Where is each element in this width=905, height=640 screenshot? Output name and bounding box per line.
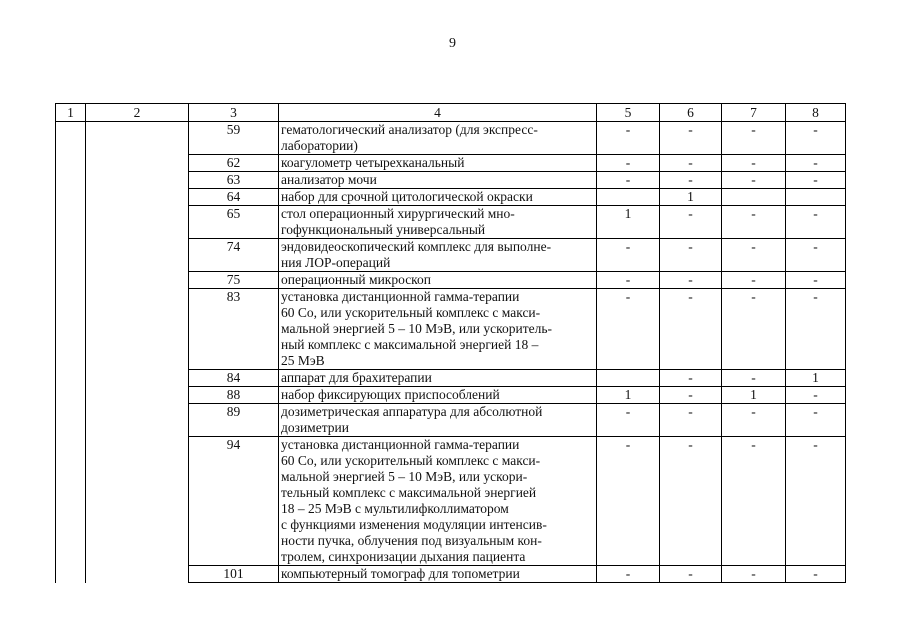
- col6-value: -: [660, 172, 722, 189]
- item-number: 101: [189, 566, 279, 583]
- item-number: 89: [189, 404, 279, 437]
- col6-value: -: [660, 437, 722, 566]
- equipment-table: [55, 103, 846, 583]
- col5-value: [597, 370, 660, 387]
- col1-cell: [56, 289, 86, 370]
- col8-value: -: [786, 437, 846, 566]
- col2-cell: [86, 289, 189, 370]
- col8-value: -: [786, 404, 846, 437]
- item-description: коагулометр четырехканальный: [279, 155, 597, 172]
- col5-value: -: [597, 566, 660, 583]
- col5-value: [597, 189, 660, 206]
- table-row: [56, 172, 846, 189]
- col7-value: -: [722, 206, 786, 239]
- col7-value: [722, 189, 786, 206]
- col5-value: -: [597, 239, 660, 272]
- item-number: 63: [189, 172, 279, 189]
- table-row: [56, 289, 846, 370]
- col1-cell: [56, 370, 86, 387]
- col2-cell: [86, 404, 189, 437]
- col7-value: -: [722, 370, 786, 387]
- item-number: 59: [189, 122, 279, 155]
- col5-value: -: [597, 404, 660, 437]
- col5-value: -: [597, 272, 660, 289]
- col6-value: -: [660, 239, 722, 272]
- col8-value: -: [786, 122, 846, 155]
- table-row: [56, 189, 846, 206]
- col7-value: -: [722, 404, 786, 437]
- item-number: 65: [189, 206, 279, 239]
- table-row: [56, 206, 846, 239]
- table-row: [56, 566, 846, 583]
- item-number: 88: [189, 387, 279, 404]
- col7-value: -: [722, 566, 786, 583]
- col2-cell: [86, 272, 189, 289]
- col8-value: -: [786, 387, 846, 404]
- item-description: установка дистанционной гамма-терапии 60 Со, или ускорительный комплекс с макси- мальной энергией 5 – 10 МэВ, или ускоритель- ный комплекс с максимальной энергией 18 – 25 МэВ: [279, 289, 597, 370]
- table-row: [56, 272, 846, 289]
- item-description: стол операционный хирургический мно- гофункциональный универсальный: [279, 206, 597, 239]
- col2-cell: [86, 189, 189, 206]
- table-row: [56, 155, 846, 172]
- column-header-5: 5: [597, 104, 660, 122]
- col1-cell: [56, 172, 86, 189]
- col5-value: 1: [597, 206, 660, 239]
- col2-cell: [86, 437, 189, 566]
- col1-cell: [56, 206, 86, 239]
- col6-value: -: [660, 289, 722, 370]
- item-number: 62: [189, 155, 279, 172]
- col6-value: -: [660, 155, 722, 172]
- column-header-4: 4: [279, 104, 597, 122]
- col2-cell: [86, 566, 189, 583]
- col7-value: -: [722, 172, 786, 189]
- item-number: 74: [189, 239, 279, 272]
- col7-value: -: [722, 437, 786, 566]
- col1-cell: [56, 437, 86, 566]
- col7-value: -: [722, 239, 786, 272]
- page-number: 9: [449, 36, 456, 51]
- table-row: [56, 404, 846, 437]
- column-header-6: 6: [660, 104, 722, 122]
- col7-value: -: [722, 272, 786, 289]
- item-number: 64: [189, 189, 279, 206]
- col6-value: -: [660, 272, 722, 289]
- col7-value: 1: [722, 387, 786, 404]
- col1-cell: [56, 272, 86, 289]
- item-description: компьютерный томограф для топометрии: [279, 566, 597, 583]
- col2-cell: [86, 122, 189, 155]
- header-row: [56, 104, 846, 122]
- col8-value: -: [786, 239, 846, 272]
- item-description: набор фиксирующих приспособлений: [279, 387, 597, 404]
- col6-value: -: [660, 206, 722, 239]
- col6-value: -: [660, 404, 722, 437]
- col1-cell: [56, 122, 86, 155]
- col8-value: -: [786, 206, 846, 239]
- item-number: 94: [189, 437, 279, 566]
- column-header-3: 3: [189, 104, 279, 122]
- table-row: [56, 239, 846, 272]
- col8-value: 1: [786, 370, 846, 387]
- item-description: аппарат для брахитерапии: [279, 370, 597, 387]
- col8-value: -: [786, 289, 846, 370]
- col1-cell: [56, 189, 86, 206]
- col6-value: -: [660, 122, 722, 155]
- table-body: [56, 122, 846, 583]
- column-header-2: 2: [86, 104, 189, 122]
- item-number: 75: [189, 272, 279, 289]
- col8-value: -: [786, 172, 846, 189]
- table-row: [56, 370, 846, 387]
- item-description: гематологический анализатор (для экспресс- лаборатории): [279, 122, 597, 155]
- col5-value: -: [597, 172, 660, 189]
- col6-value: 1: [660, 189, 722, 206]
- col2-cell: [86, 172, 189, 189]
- col2-cell: [86, 239, 189, 272]
- col1-cell: [56, 566, 86, 583]
- col6-value: -: [660, 566, 722, 583]
- col8-value: -: [786, 272, 846, 289]
- col8-value: -: [786, 155, 846, 172]
- col2-cell: [86, 387, 189, 404]
- col5-value: -: [597, 122, 660, 155]
- col7-value: -: [722, 122, 786, 155]
- col7-value: -: [722, 155, 786, 172]
- col2-cell: [86, 206, 189, 239]
- col8-value: -: [786, 566, 846, 583]
- column-header-1: 1: [56, 104, 86, 122]
- item-number: 83: [189, 289, 279, 370]
- item-description: анализатор мочи: [279, 172, 597, 189]
- col5-value: -: [597, 437, 660, 566]
- item-description: установка дистанционной гамма-терапии 60 Со, или ускорительный комплекс с макси- мальной энергией 5 – 10 МэВ, или ускори- тельный комплекс с максимальной энергией 18 – 25 МэВ с мультилифколлиматором с функциями изменения модуляции интенсив- ности пучка, облучения под визуальным кон- тролем, синхронизации дыхания пациента: [279, 437, 597, 566]
- col6-value: -: [660, 387, 722, 404]
- col6-value: -: [660, 370, 722, 387]
- col5-value: -: [597, 155, 660, 172]
- col1-cell: [56, 404, 86, 437]
- column-header-8: 8: [786, 104, 846, 122]
- item-description: операционный микроскоп: [279, 272, 597, 289]
- item-description: эндовидеоскопический комплекс для выполне- ния ЛОР-операций: [279, 239, 597, 272]
- table-row: [56, 387, 846, 404]
- col2-cell: [86, 370, 189, 387]
- table-row: [56, 437, 846, 566]
- item-description: набор для срочной цитологической окраски: [279, 189, 597, 206]
- col8-value: [786, 189, 846, 206]
- col1-cell: [56, 155, 86, 172]
- column-header-7: 7: [722, 104, 786, 122]
- item-description: дозиметрическая аппаратура для абсолютной дозиметрии: [279, 404, 597, 437]
- col5-value: 1: [597, 387, 660, 404]
- col1-cell: [56, 239, 86, 272]
- item-number: 84: [189, 370, 279, 387]
- col7-value: -: [722, 289, 786, 370]
- col2-cell: [86, 155, 189, 172]
- col1-cell: [56, 387, 86, 404]
- col5-value: -: [597, 289, 660, 370]
- table-row: [56, 122, 846, 155]
